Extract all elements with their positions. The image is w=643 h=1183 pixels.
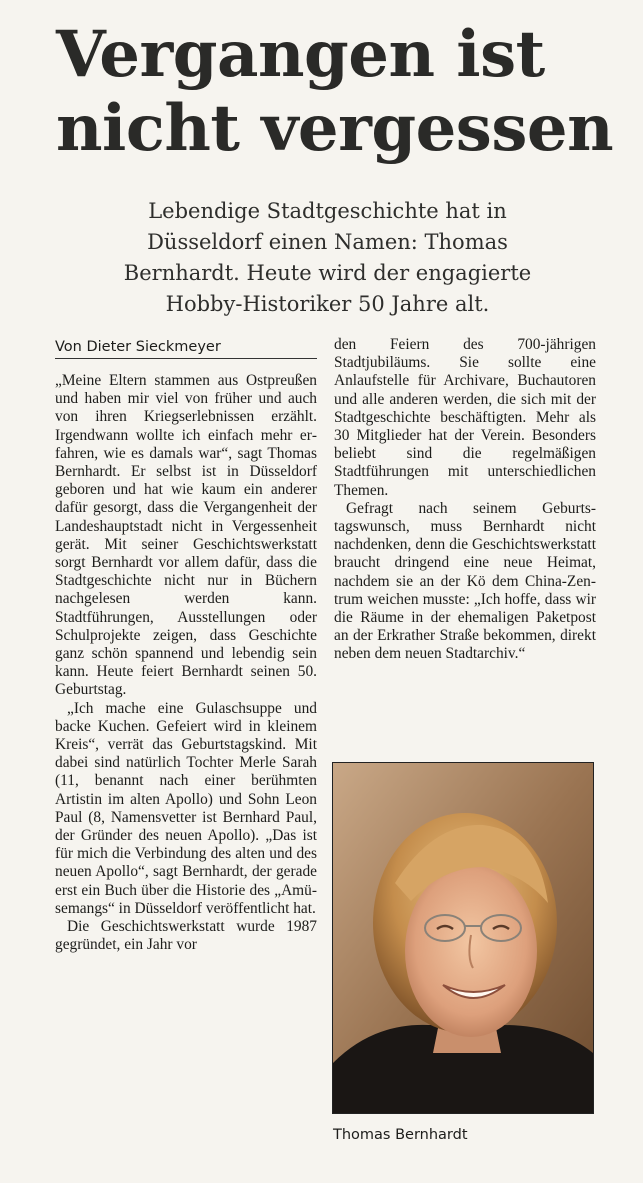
paragraph: „Ich mache eine Gulaschsuppe und backe Kuchen. Gefeiert wird in kleinem Kreis“, verrät das Geburtstagskind. Mit dabei sind natürlich Tochter Merle Sarah (11, benannt nach einer berühmten Artistin im alten Apollo) und Sohn Leon Paul (8, Namensvetter ist Bernhard Paul, der Gründer des neuen Apollo). „Das ist für mich die Verbindung des alten und des neuen Apollo“, sagt Bernhardt, der gerade erst ein Buch über die Historie des „Amüsemangs“ in Düsseldorf veröffentlicht hat. (55, 699, 317, 917)
paragraph: den Feiern des 700-jährigen Stadtjubiläums. Sie sollte eine Anlaufstelle für Archivare, Buchautoren und alle anderen werden, die sich mit der Stadtgeschichte beschäftigten. Mehr als 30 Mitglieder hat der Verein. Besonders beliebt sind die regelmäßigen Stadtführungen mit unterschiedlichen Themen. (334, 336, 596, 499)
byline: Von Dieter Sieckmeyer (55, 339, 317, 359)
portrait-photo (332, 762, 594, 1114)
paragraph: Die Geschichtswerkstatt wurde 1987 gegründet, ein Jahr vor (55, 918, 317, 954)
article-column-2 (334, 336, 596, 746)
photo-caption: Thomas Bernhardt (333, 1127, 468, 1143)
portrait-image (333, 763, 593, 1113)
paragraph: Gefragt nach seinem Geburtstagswunsch, muss Bernhardt nicht nachdenken, denn die Geschichtswerkstatt braucht dringend eine neue Heimat, nachdem sie an der Kö dem China-Zentrum weichen musste: „Ich hoffe, dass wir die Räume in der ehemaligen Paketpost an der Erkrather Straße bekommen, direkt neben dem neuen Stadtarchiv.“ (334, 499, 596, 663)
paragraph: „Meine Eltern stammen aus Ostpreußen und haben mir viel von früher und auch von ihren Kriegserlebnissen erzählt. Irgendwann wollte ich einfach mehr erfahren, wie es damals war“, sagt Thomas Bernhardt. Er selbst ist in Düsseldorf geboren und hat wie kaum ein anderer dafür gesorgt, dass die Vergangenheit der Landeshauptstadt nicht in Vergessenheit gerät. Mit seiner Geschichtswerkstatt sorgt Bernhardt vor allem dafür, dass die Stadtgeschichte nicht nur in Büchern nachgelesen werden kann. Stadtführungen, Ausstellungen oder Schulprojekte zeigen, dass Geschichte ganz schön spannend und lebendig sein kann. Heute feiert Bernhardt seinen 50. Geburtstag. (55, 372, 317, 699)
headline: Vergangen ist nicht vergessen (56, 17, 614, 166)
subheadline: Lebendige Stadtgeschichte hat in Düsseldorf einen Namen: Thomas Bernhardt. Heute wird der engagierte Hobby-Historiker 50 Jahre alt. (123, 199, 532, 316)
article-column-1 (55, 372, 317, 1162)
